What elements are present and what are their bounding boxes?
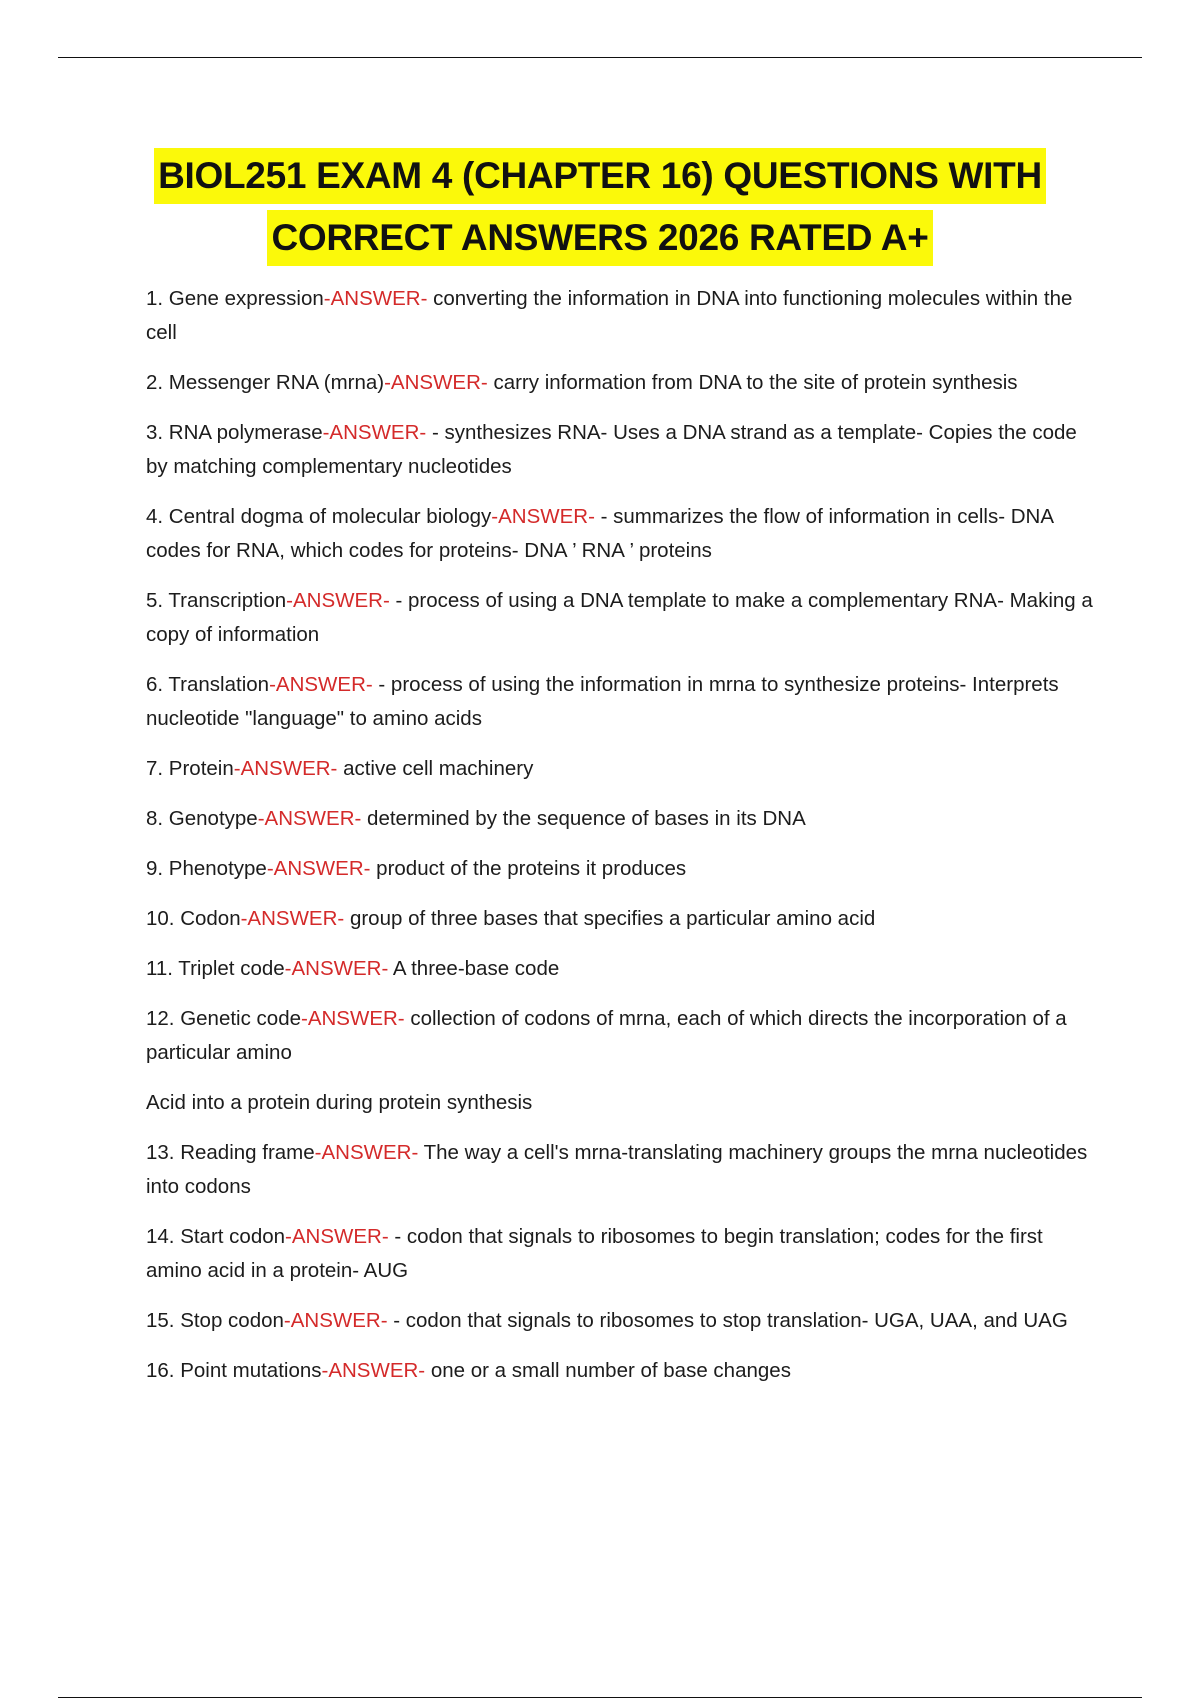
answer-marker: -ANSWER- bbox=[491, 505, 595, 528]
answer-marker: -ANSWER- bbox=[283, 1309, 388, 1332]
item-term: 13. Reading frame bbox=[146, 1141, 315, 1164]
item-answer: The way a cell's mrna-translating machinery groups the mrna nucleotides into codons bbox=[146, 1141, 1088, 1198]
item-term: 16. Point mutations bbox=[146, 1359, 322, 1382]
list-item bbox=[146, 668, 1096, 736]
answer-marker: -ANSWER- bbox=[233, 757, 338, 780]
item-term: 12. Genetic code bbox=[146, 1007, 301, 1030]
list-item bbox=[146, 282, 1096, 350]
title-line-2: CORRECT ANSWERS 2026 RATED A+ bbox=[267, 210, 932, 266]
answer-marker: -ANSWER- bbox=[384, 371, 488, 394]
top-divider bbox=[58, 57, 1142, 58]
item-term: 10. Codon bbox=[146, 907, 241, 930]
answer-marker: -ANSWER- bbox=[285, 1225, 389, 1248]
answer-marker: -ANSWER- bbox=[322, 421, 427, 444]
title-line-1: BIOL251 EXAM 4 (CHAPTER 16) QUESTIONS WITH bbox=[154, 148, 1046, 204]
list-item bbox=[146, 1304, 1096, 1338]
list-item bbox=[146, 500, 1096, 568]
list-item bbox=[146, 1220, 1096, 1288]
list-item-continuation: Acid into a protein during protein synthesis bbox=[146, 1091, 533, 1114]
answer-marker: -ANSWER- bbox=[321, 1359, 426, 1382]
question-answer-list bbox=[146, 282, 1096, 1404]
item-answer: - process of using a DNA template to make a complementary RNA- Making a copy of information bbox=[146, 589, 1093, 646]
item-term: 2. Messenger RNA (mrna) bbox=[146, 371, 385, 394]
item-term: 15. Stop codon bbox=[146, 1309, 284, 1332]
list-item bbox=[146, 584, 1096, 652]
document-title bbox=[0, 148, 1200, 266]
item-term: 11. Triplet code bbox=[146, 957, 285, 980]
bottom-divider bbox=[58, 1697, 1142, 1698]
list-item bbox=[146, 416, 1096, 484]
item-answer: - process of using the information in mrna to synthesize proteins- Interprets nucleotide "language" to amino acids bbox=[146, 673, 1059, 730]
item-answer: group of three bases that specifies a particular amino acid bbox=[344, 907, 876, 930]
item-term: 6. Translation bbox=[146, 673, 270, 696]
item-term: 1. Gene expression bbox=[146, 287, 324, 310]
item-term: 14. Start codon bbox=[146, 1225, 286, 1248]
item-answer: active cell machinery bbox=[337, 757, 534, 780]
item-term: 3. RNA polymerase bbox=[146, 421, 323, 444]
item-term: 9. Phenotype bbox=[146, 857, 267, 880]
answer-marker: -ANSWER- bbox=[286, 589, 390, 612]
list-item bbox=[146, 1354, 1096, 1388]
list-item bbox=[146, 902, 1096, 936]
answer-marker: -ANSWER- bbox=[266, 857, 371, 880]
answer-marker: -ANSWER- bbox=[269, 673, 373, 696]
list-item bbox=[146, 952, 1096, 986]
list-item bbox=[146, 852, 1096, 886]
answer-marker: -ANSWER- bbox=[257, 807, 362, 830]
item-answer: determined by the sequence of bases in its DNA bbox=[361, 807, 806, 830]
item-answer: A three-base code bbox=[388, 957, 560, 980]
item-term: 4. Central dogma of molecular biology bbox=[146, 505, 492, 528]
list-item bbox=[146, 752, 1096, 786]
item-term: 8. Genotype bbox=[146, 807, 258, 830]
item-answer: - codon that signals to ribosomes to begin translation; codes for the first amino acid in a protein- AUG bbox=[146, 1225, 1043, 1282]
item-term: 5. Transcription bbox=[146, 589, 287, 612]
answer-marker: -ANSWER- bbox=[314, 1141, 419, 1164]
item-answer: - synthesizes RNA- Uses a DNA strand as a template- Copies the code by matching complementary nucleotides bbox=[146, 421, 1077, 478]
answer-marker: -ANSWER- bbox=[323, 287, 428, 310]
list-item bbox=[146, 366, 1096, 400]
list-item bbox=[146, 1136, 1096, 1204]
answer-marker: -ANSWER- bbox=[284, 957, 389, 980]
item-answer: - summarizes the flow of information in cells- DNA codes for RNA, which codes for proteins- DNA ’ RNA ’ proteins bbox=[146, 505, 1053, 562]
item-term: 7. Protein bbox=[146, 757, 234, 780]
answer-marker: -ANSWER- bbox=[240, 907, 345, 930]
item-answer: carry information from DNA to the site of protein synthesis bbox=[487, 371, 1018, 394]
list-item bbox=[146, 1002, 1096, 1070]
item-answer: one or a small number of base changes bbox=[425, 1359, 791, 1382]
item-answer: collection of codons of mrna, each of which directs the incorporation of a particular amino bbox=[146, 1007, 1067, 1064]
item-answer: converting the information in DNA into functioning molecules within the cell bbox=[146, 287, 1073, 344]
list-item bbox=[146, 802, 1096, 836]
item-answer: product of the proteins it produces bbox=[370, 857, 687, 880]
item-answer: - codon that signals to ribosomes to stop translation- UGA, UAA, and UAG bbox=[387, 1309, 1068, 1332]
answer-marker: -ANSWER- bbox=[301, 1007, 405, 1030]
